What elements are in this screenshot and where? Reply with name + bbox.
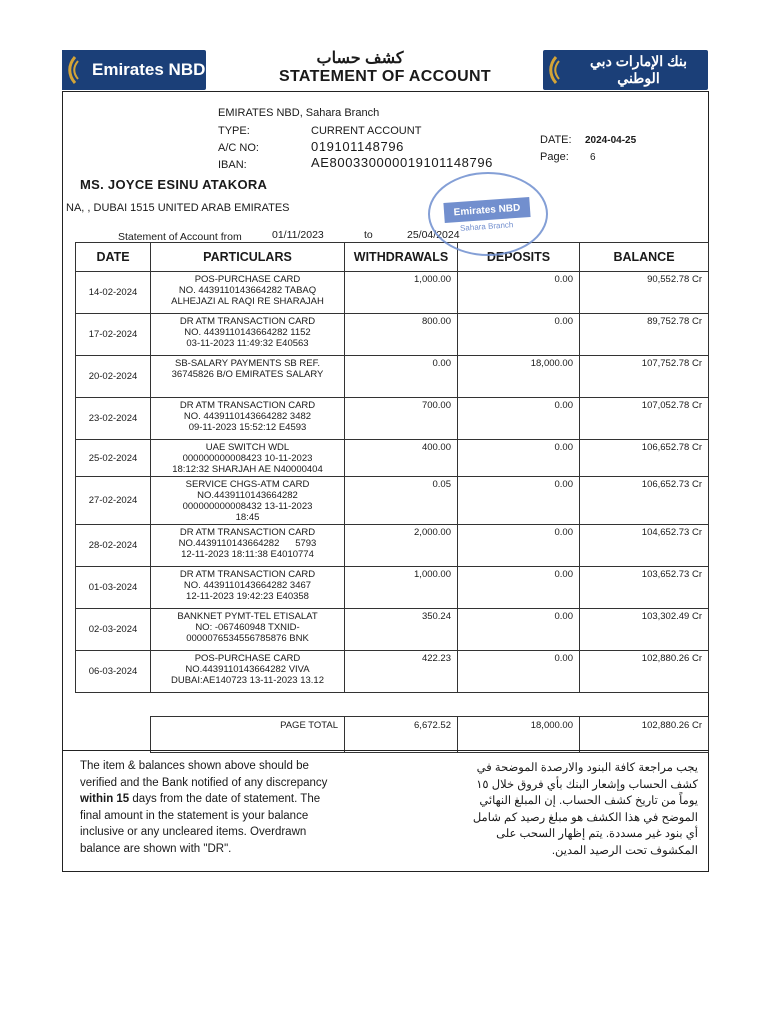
particulars-line: BANKNET PYMT-TEL ETISALAT — [177, 611, 318, 622]
particulars-line: NO: -067460948 TXNID- — [195, 622, 300, 633]
row-deposit: 0.00 — [458, 314, 580, 356]
table-row — [76, 567, 709, 609]
type-label: TYPE: — [218, 125, 250, 137]
row-deposit: 0.00 — [458, 609, 580, 651]
particulars-line: 12-11-2023 18:11:38 E4010774 — [181, 549, 314, 560]
emirates-nbd-arabic-logo — [543, 50, 708, 90]
row-deposit: 0.00 — [458, 651, 580, 693]
particulars-line: NO.4439110143664282 — [197, 490, 298, 501]
customer-name: MS. JOYCE ESINU ATAKORA — [80, 177, 268, 192]
row-deposit: 0.00 — [458, 567, 580, 609]
particulars-line: DUBAI:AE140723 13-11-2023 13.12 — [171, 675, 324, 686]
row-deposit: 18,000.00 — [458, 356, 580, 398]
emirates-nbd-logo — [62, 50, 206, 90]
row-date: 14-02-2024 — [76, 272, 151, 314]
row-balance: 89,752.78 Cr — [580, 314, 709, 356]
particulars-line: 09-11-2023 15:52:12 E4593 — [188, 422, 307, 433]
header-deposits: DEPOSITS — [458, 243, 580, 272]
acno-value: 019101148796 — [311, 139, 404, 154]
row-particulars — [151, 272, 345, 314]
row-balance: 90,552.78 Cr — [580, 272, 709, 314]
row-withdrawal: 0.05 — [345, 477, 458, 525]
header-particulars: PARTICULARS — [151, 243, 345, 272]
row-date: 25-02-2024 — [76, 440, 151, 477]
page-total-withdrawals: 6,672.52 — [345, 717, 458, 753]
particulars-line: DR ATM TRANSACTION CARD — [179, 527, 316, 538]
row-deposit: 0.00 — [458, 525, 580, 567]
row-particulars — [151, 525, 345, 567]
table-row — [76, 356, 709, 398]
particulars-line: NO. 4439110143664282 1152 — [184, 327, 311, 338]
row-deposit: 0.00 — [458, 440, 580, 477]
row-balance: 102,880.26 Cr — [580, 651, 709, 693]
type-value: CURRENT ACCOUNT — [311, 125, 422, 137]
particulars-line: NO.4439110143664282 5793 — [178, 538, 317, 549]
particulars-line: NO. 4439110143664282 3467 — [183, 580, 312, 591]
row-balance: 103,652.73 Cr — [580, 567, 709, 609]
row-date: 23-02-2024 — [76, 398, 151, 440]
page-title: STATEMENT OF ACCOUNT — [279, 68, 491, 85]
row-balance: 103,302.49 Cr — [580, 609, 709, 651]
disclaimer-text: The item & balances shown above should be verified and the Bank notified of any discrepancy — [80, 760, 328, 789]
particulars-line: DR ATM TRANSACTION CARD — [179, 316, 316, 327]
disclaimer-arabic: يجب مراجعة كافة البنود والارصدة الموضحة في كشف الحساب وإشعار البنك بأي فروق خلال ١٥ يوماً من تاريخ كشف الحساب. إن المبلغ النهائي الموضح في هذا الكشف هو مبلغ رصيد كم شامل أي بنود غير مسددة. يتم إظهار السحب على المكشوف تحت الرصيد المدين. — [472, 762, 698, 857]
row-date: 17-02-2024 — [76, 314, 151, 356]
particulars-line: 0000076534556785876 BNK — [186, 633, 309, 644]
row-balance: 107,752.78 Cr — [580, 356, 709, 398]
bank-branch: EMIRATES NBD, Sahara Branch — [218, 107, 380, 119]
row-deposit: 0.00 — [458, 272, 580, 314]
particulars-line: 36745826 B/O EMIRATES SALARY — [171, 369, 324, 380]
logo-mark-icon — [543, 50, 569, 90]
particulars-line: NO. 4439110143664282 3482 — [183, 411, 312, 422]
row-particulars — [151, 314, 345, 356]
page-total-row — [151, 717, 709, 753]
page-total-label: PAGE TOTAL — [151, 717, 345, 753]
date-value: 2024-04-25 — [585, 135, 637, 146]
particulars-line: 12-11-2023 19:42:23 E40358 — [186, 591, 309, 602]
page-total-balance: 102,880.26 Cr — [580, 717, 709, 753]
table-row — [76, 477, 709, 525]
stamp-branch: Sahara Branch — [459, 220, 514, 233]
row-withdrawal: 400.00 — [345, 440, 458, 477]
particulars-line: SB-SALARY PAYMENTS SB REF. — [174, 358, 320, 369]
row-withdrawal: 350.24 — [345, 609, 458, 651]
row-withdrawal: 800.00 — [345, 314, 458, 356]
page-total-deposits: 18,000.00 — [458, 717, 580, 753]
table-row — [76, 314, 709, 356]
particulars-line: POS-PURCHASE CARD — [194, 274, 301, 285]
row-deposit: 0.00 — [458, 477, 580, 525]
table-row — [76, 398, 709, 440]
acno-label: A/C NO: — [218, 142, 259, 154]
iban-value: AE800330000019101148796 — [311, 155, 494, 170]
logo-text-arabic: بنك الإمارات دبي الوطني — [590, 53, 687, 86]
row-withdrawal: 422.23 — [345, 651, 458, 693]
row-date: 20-02-2024 — [76, 356, 151, 398]
disclaimer-emphasis: within 15 — [80, 793, 130, 805]
row-date: 28-02-2024 — [76, 525, 151, 567]
row-withdrawal: 0.00 — [345, 356, 458, 398]
particulars-line: 03-11-2023 11:49:32 E40563 — [186, 338, 309, 349]
row-balance: 106,652.73 Cr — [580, 477, 709, 525]
row-particulars — [151, 356, 345, 398]
logo-mark-icon — [62, 50, 88, 90]
disclaimer-text: days from the date of statement. The final amount in the statement is your balance inclusive or any uncleared items. Overdrawn balance are shown with "DR". — [80, 793, 321, 855]
row-withdrawal: 1,000.00 — [345, 272, 458, 314]
particulars-line: NO.4439110143664282 VIVA — [185, 664, 310, 675]
period-label: Statement of Account from — [118, 231, 242, 243]
particulars-line: UAE SWITCH WDL — [205, 442, 290, 453]
particulars-line: 18:12:32 SHARJAH AE N40000404 — [172, 464, 323, 475]
page-value: 6 — [590, 152, 596, 163]
row-withdrawal: 1,000.00 — [345, 567, 458, 609]
date-label: DATE: — [540, 134, 572, 146]
table-row — [76, 440, 709, 477]
row-withdrawal: 700.00 — [345, 398, 458, 440]
page-label: Page: — [540, 151, 569, 163]
row-date: 01-03-2024 — [76, 567, 151, 609]
particulars-line: 000000000008432 13-11-2023 — [182, 501, 313, 512]
row-particulars — [151, 440, 345, 477]
row-particulars — [151, 609, 345, 651]
table-row — [76, 525, 709, 567]
row-particulars — [151, 398, 345, 440]
title-arabic: كشف حساب — [316, 50, 404, 67]
table-row — [76, 272, 709, 314]
row-balance: 107,052.78 Cr — [580, 398, 709, 440]
footer-divider — [62, 750, 709, 751]
particulars-line: 000000000008423 10-11-2023 — [182, 453, 313, 464]
row-withdrawal: 2,000.00 — [345, 525, 458, 567]
disclaimer-english — [80, 758, 330, 857]
row-particulars — [151, 477, 345, 525]
table-header-row — [76, 243, 709, 272]
table-row — [76, 651, 709, 693]
particulars-line: 18:45 — [235, 512, 260, 523]
row-particulars — [151, 651, 345, 693]
particulars-line: NO. 4439110143664282 TABAQ — [178, 285, 317, 296]
particulars-line: SERVICE CHGS-ATM CARD — [185, 479, 310, 490]
period-to: 25/04/2024 — [407, 229, 460, 241]
header-date: DATE — [76, 243, 151, 272]
period-to-label: to — [364, 229, 373, 241]
row-balance: 104,652.73 Cr — [580, 525, 709, 567]
row-date: 27-02-2024 — [76, 477, 151, 525]
row-deposit: 0.00 — [458, 398, 580, 440]
row-balance: 106,652.78 Cr — [580, 440, 709, 477]
branch-stamp — [428, 172, 548, 256]
header-withdrawals: WITHDRAWALS — [345, 243, 458, 272]
header-balance: BALANCE — [580, 243, 709, 272]
table-row — [76, 609, 709, 651]
particulars-line: DR ATM TRANSACTION CARD — [179, 569, 316, 580]
transactions-table — [75, 242, 709, 693]
stamp-brand: Emirates NBD — [443, 197, 530, 223]
row-date: 06-03-2024 — [76, 651, 151, 693]
customer-address: NA, , DUBAI 1515 UNITED ARAB EMIRATES — [66, 202, 290, 214]
iban-label: IBAN: — [218, 159, 247, 171]
particulars-line: POS-PURCHASE CARD — [194, 653, 301, 664]
logo-text: Emirates NBD — [92, 60, 206, 79]
row-date: 02-03-2024 — [76, 609, 151, 651]
particulars-line: ALHEJAZI AL RAQI RE SHARAJAH — [171, 296, 324, 307]
page-total-table — [150, 716, 709, 753]
row-particulars — [151, 567, 345, 609]
particulars-line: DR ATM TRANSACTION CARD — [179, 400, 316, 411]
period-from: 01/11/2023 — [272, 229, 324, 241]
